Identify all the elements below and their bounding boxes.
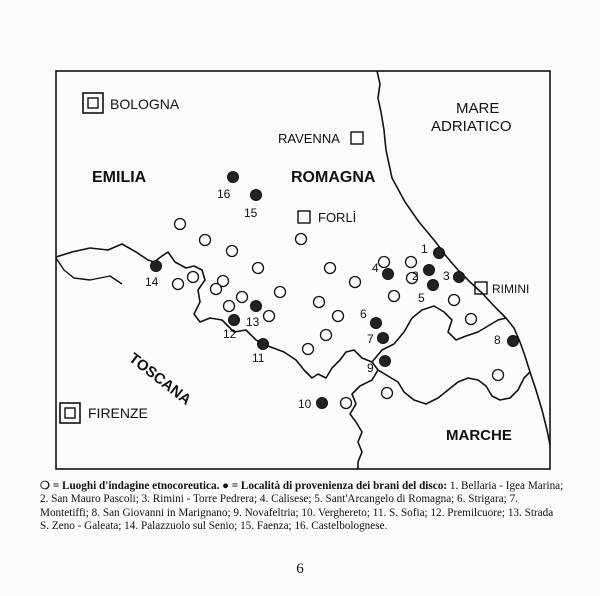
record-site-6 [371,318,382,329]
site-number-10: 10 [298,397,312,411]
survey-site [275,287,286,298]
survey-site [296,234,307,245]
label-mare: MARE [456,100,500,117]
survey-site [314,297,325,308]
label-forli: FORLÌ [318,210,357,225]
survey-site [253,263,264,274]
survey-site [466,314,477,325]
label-bologna: BOLOGNA [110,96,180,112]
site-number-9: 9 [367,361,374,375]
survey-site [188,272,199,283]
record-site-3 [454,272,465,283]
label-ravenna: RAVENNA [278,131,340,146]
survey-site [211,284,222,295]
record-site-1 [434,248,445,259]
survey-site [227,246,238,257]
site-number-13: 13 [246,315,260,329]
record-site-9 [380,356,391,367]
label-adriatico: ADRIATICO [431,118,512,135]
site-number-5: 5 [418,291,425,305]
record-site-14 [151,261,162,272]
survey-site [341,398,352,409]
survey-site [493,370,504,381]
site-number-14: 14 [145,275,159,289]
survey-site [264,311,275,322]
label-firenze: FIRENZE [88,405,148,421]
survey-site [173,279,184,290]
page-number: 6 [296,561,304,577]
survey-site [303,344,314,355]
site-number-8: 8 [494,333,501,347]
survey-sites [173,219,504,409]
site-number-11: 11 [252,351,265,365]
forli-marker [298,211,310,223]
survey-site [321,330,332,341]
site-number-15: 15 [244,206,258,220]
survey-site [389,291,400,302]
survey-site [237,292,248,303]
survey-site [382,388,393,399]
record-site-16 [228,172,239,183]
label-toscana: TOSCANA [125,349,195,409]
marche-boundary [378,370,530,404]
site-number-3: 3 [443,269,450,283]
legend-items: 1. Bellaria - Igea Marina; 2. San Mauro Pascoli; 3. Rimini - Torre Pedrera; 4. Calisese; 5. Sant'Arcangelo di Romagna; 6. Strigara; 7. Montetiffi; 8. San Giovanni in Marignano; 9. Novafeltria; 10. Verghereto; 11. S. Sofia; 12. Premilcuore; 13. Strada S. Zeno - Galeata; 14. Palazzuolo sul Senio; 15. Faenza; 16. Castelbolognese. [40,480,564,533]
survey-site [325,263,336,274]
record-sites [151,172,519,409]
map-legend [40,480,564,534]
toscana-boundary [56,258,122,284]
label-marche: MARCHE [446,427,512,444]
survey-site [333,311,344,322]
site-number-12: 12 [223,327,237,341]
survey-site [200,235,211,246]
label-romagna: ROMAGNA [291,169,376,186]
site-number-6: 6 [360,307,367,321]
survey-site [350,277,361,288]
record-site-12 [229,315,240,326]
survey-site [379,257,390,268]
survey-site [406,257,417,268]
label-emilia: EMILIA [92,169,147,186]
legend-open-key: ❍ = Luoghi d'indagine etnocoreutica. [40,480,220,492]
legend-filled-key: ● = Località di provenienza dei brani del disco: [222,480,448,492]
survey-site [175,219,186,230]
site-number-4: 4 [372,261,379,275]
regional-border-east [372,306,506,362]
site-number-2: 2 [412,269,419,283]
ravenna-marker [351,132,363,144]
record-site-11 [258,339,269,350]
record-site-5 [428,280,439,291]
survey-site [224,301,235,312]
record-site-15 [251,190,262,201]
record-site-8 [508,336,519,347]
record-site-13 [251,301,262,312]
record-site-2 [424,265,435,276]
record-site-7 [378,333,389,344]
survey-site [449,295,460,306]
site-number-1: 1 [421,242,428,256]
label-rimini: RIMINI [492,282,530,296]
firenze-marker [60,403,80,423]
site-number-16: 16 [217,187,231,201]
site-number-7: 7 [367,332,374,346]
record-site-4 [383,269,394,280]
record-site-10 [317,398,328,409]
bologna-marker [83,93,103,113]
